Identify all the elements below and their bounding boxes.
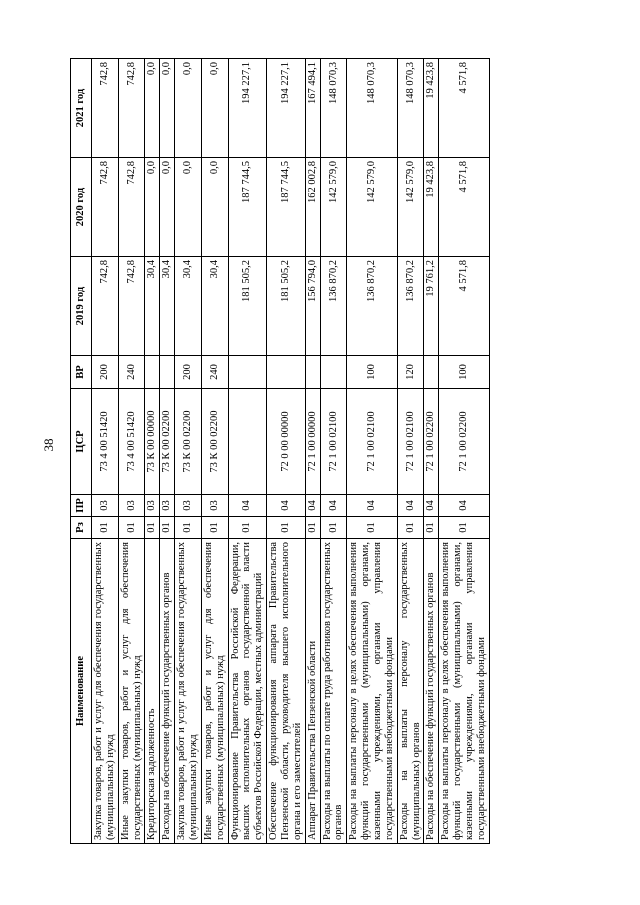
cell-2021: 148 070,3	[320, 59, 347, 158]
cell-2019: 156 794,0	[305, 257, 320, 356]
cell-pr: 03	[118, 495, 145, 517]
cell-name: Расходы на обеспечение функций государственных органов	[424, 539, 439, 844]
cell-rz: 01	[397, 517, 424, 539]
cell-2019: 136 870,2	[320, 257, 347, 356]
cell-rz: 01	[228, 517, 267, 539]
cell-2021: 167 494,1	[305, 59, 320, 158]
cell-2021: 4 571,8	[439, 59, 489, 158]
cell-rz: 01	[305, 517, 320, 539]
cell-rz: 01	[439, 517, 489, 539]
cell-name: Аппарат Правительства Пензенской области	[305, 539, 320, 844]
cell-pr: 04	[439, 495, 489, 517]
cell-2020: 162 002,8	[305, 158, 320, 257]
cell-pr: 04	[267, 495, 306, 517]
cell-vr	[320, 356, 347, 389]
cell-2019: 30,4	[175, 257, 202, 356]
header-name: Наименование	[71, 539, 92, 844]
cell-pr: 03	[145, 495, 160, 517]
cell-name: Кредиторская задолженность	[145, 539, 160, 844]
cell-2020: 742,8	[92, 158, 119, 257]
cell-csr: 72 1 00 00000	[305, 389, 320, 495]
header-2021: 2021 год	[71, 59, 92, 158]
cell-csr	[228, 389, 267, 495]
table-row	[320, 59, 347, 844]
cell-2020: 0,0	[145, 158, 160, 257]
cell-2019: 30,4	[201, 257, 228, 356]
rotated-table-content	[70, 59, 627, 844]
cell-vr: 200	[175, 356, 202, 389]
header-2020: 2020 год	[71, 158, 92, 257]
cell-pr: 03	[201, 495, 228, 517]
cell-2021: 194 227,1	[267, 59, 306, 158]
cell-csr: 72 1 00 02100	[320, 389, 347, 495]
cell-2019: 19 761,2	[424, 257, 439, 356]
budget-table	[70, 58, 490, 844]
cell-name: Обеспечение функционирования аппарата Правительства Пензенской области, руководителя высшего исполнительного органа и его заместителей	[267, 539, 306, 844]
cell-2020: 0,0	[160, 158, 175, 257]
cell-2021: 0,0	[145, 59, 160, 158]
cell-2021: 742,8	[92, 59, 119, 158]
cell-vr	[228, 356, 267, 389]
cell-name: Расходы на выплаты персоналу в целях обеспечения выполнения функций государственными (муниципальными) органами, казенными учреждениями, органами управления государственными внебюджетными фондами	[439, 539, 489, 844]
cell-csr: 72 1 00 02200	[439, 389, 489, 495]
cell-2020: 0,0	[175, 158, 202, 257]
cell-rz: 01	[175, 517, 202, 539]
cell-name: Иные закупки товаров, работ и услуг для обеспечения государственных (муниципальных) нужд	[118, 539, 145, 844]
cell-name: Закупка товаров, работ и услуг для обеспечения государственных (муниципальных) нужд	[92, 539, 119, 844]
cell-2021: 194 227,1	[228, 59, 267, 158]
table-row	[118, 59, 145, 844]
cell-rz: 01	[201, 517, 228, 539]
cell-2019: 136 870,2	[397, 257, 424, 356]
cell-name: Иные закупки товаров, работ и услуг для обеспечения государственных (муниципальных) нужд	[201, 539, 228, 844]
cell-2019: 181 505,2	[267, 257, 306, 356]
table-row	[347, 59, 397, 844]
page-number: 38	[41, 438, 56, 452]
cell-2020: 4 571,8	[439, 158, 489, 257]
table-row	[305, 59, 320, 844]
cell-pr: 04	[347, 495, 397, 517]
cell-rz: 01	[145, 517, 160, 539]
cell-2020: 142 579,0	[320, 158, 347, 257]
cell-vr	[305, 356, 320, 389]
cell-csr: 72 0 00 00000	[267, 389, 306, 495]
cell-rz: 01	[320, 517, 347, 539]
cell-2020: 142 579,0	[347, 158, 397, 257]
cell-csr: 73 4 00 51420	[118, 389, 145, 495]
cell-2019: 181 505,2	[228, 257, 267, 356]
header-row	[71, 59, 92, 844]
cell-vr	[145, 356, 160, 389]
header-rz: Рз	[71, 517, 92, 539]
header-csr: ЦСР	[71, 389, 92, 495]
table-row	[424, 59, 439, 844]
cell-csr: 72 1 00 02100	[397, 389, 424, 495]
cell-rz: 01	[267, 517, 306, 539]
cell-2019: 30,4	[145, 257, 160, 356]
cell-2021: 19 423,8	[424, 59, 439, 158]
cell-csr: 72 1 00 02100	[347, 389, 397, 495]
cell-2021: 0,0	[175, 59, 202, 158]
header-2019: 2019 год	[71, 257, 92, 356]
cell-vr: 200	[92, 356, 119, 389]
cell-2019: 4 571,8	[439, 257, 489, 356]
table-row	[397, 59, 424, 844]
cell-2020: 19 423,8	[424, 158, 439, 257]
cell-vr: 100	[439, 356, 489, 389]
cell-name: Расходы на обеспечение функций государственных органов	[160, 539, 175, 844]
cell-2021: 0,0	[201, 59, 228, 158]
cell-name: Расходы на выплаты по оплате труда работников государственных органов	[320, 539, 347, 844]
cell-rz: 01	[424, 517, 439, 539]
cell-pr: 04	[320, 495, 347, 517]
cell-2019: 30,4	[160, 257, 175, 356]
table-row	[92, 59, 119, 844]
cell-csr: 73 К 00 02200	[175, 389, 202, 495]
cell-vr: 240	[118, 356, 145, 389]
cell-2019: 136 870,2	[347, 257, 397, 356]
cell-csr: 73 К 00 02200	[160, 389, 175, 495]
table-row	[145, 59, 160, 844]
header-vr: ВР	[71, 356, 92, 389]
cell-rz: 01	[347, 517, 397, 539]
header-pr: ПР	[71, 495, 92, 517]
cell-2021: 148 070,3	[347, 59, 397, 158]
cell-name: Закупка товаров, работ и услуг для обеспечения государственных (муниципальных) нужд	[175, 539, 202, 844]
rotated-table-frame	[70, 59, 627, 844]
cell-pr: 03	[175, 495, 202, 517]
cell-name: Расходы на выплаты персоналу в целях обеспечения выполнения функций государственными (муниципальными) органами, казенными учреждениями, органами управления государственными внебюджетными фондами	[347, 539, 397, 844]
table-body	[92, 59, 490, 844]
table-row	[267, 59, 306, 844]
table-row	[160, 59, 175, 844]
table-row	[439, 59, 489, 844]
cell-vr	[267, 356, 306, 389]
cell-csr: 73 4 00 51420	[92, 389, 119, 495]
cell-2020: 742,8	[118, 158, 145, 257]
cell-2021: 0,0	[160, 59, 175, 158]
cell-pr: 03	[160, 495, 175, 517]
cell-2021: 742,8	[118, 59, 145, 158]
cell-vr: 240	[201, 356, 228, 389]
cell-vr: 120	[397, 356, 424, 389]
cell-csr: 72 1 00 02200	[424, 389, 439, 495]
cell-2020: 187 744,5	[267, 158, 306, 257]
cell-csr: 73 К 00 00000	[145, 389, 160, 495]
cell-rz: 01	[92, 517, 119, 539]
cell-vr	[160, 356, 175, 389]
cell-pr: 04	[424, 495, 439, 517]
cell-2020: 142 579,0	[397, 158, 424, 257]
table-row	[201, 59, 228, 844]
cell-vr	[424, 356, 439, 389]
cell-pr: 04	[305, 495, 320, 517]
cell-2020: 0,0	[201, 158, 228, 257]
table-row	[228, 59, 267, 844]
cell-2019: 742,8	[92, 257, 119, 356]
cell-vr: 100	[347, 356, 397, 389]
cell-csr: 73 К 00 02200	[201, 389, 228, 495]
cell-2020: 187 744,5	[228, 158, 267, 257]
cell-pr: 03	[92, 495, 119, 517]
table-row	[175, 59, 202, 844]
cell-2019: 742,8	[118, 257, 145, 356]
cell-pr: 04	[397, 495, 424, 517]
cell-rz: 01	[160, 517, 175, 539]
cell-name: Функционирование Правительства Российской Федерации, высших исполнительных органов государственной власти субъектов Российской Федерации, местных администраций	[228, 539, 267, 844]
cell-2021: 148 070,3	[397, 59, 424, 158]
cell-rz: 01	[118, 517, 145, 539]
cell-pr: 04	[228, 495, 267, 517]
cell-name: Расходы на выплаты персоналу государственных (муниципальных) органов	[397, 539, 424, 844]
